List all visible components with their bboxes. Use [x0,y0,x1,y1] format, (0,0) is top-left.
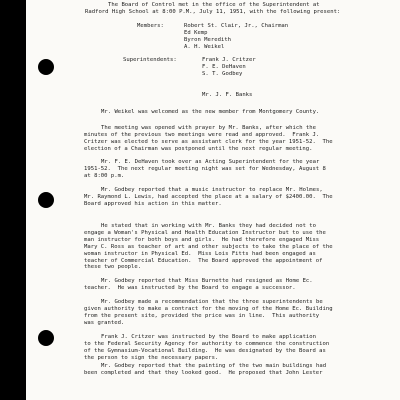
paragraph-line: Mr. F. E. DeHaven took over as Acting Superintendent for the year [101,159,320,165]
paragraph-line: election of a Chairman was postponed until the next regular meeting. [84,145,313,152]
paragraph-line: He stated that in working with Mr. Banks they had decided not to [101,223,317,229]
paragraph-line: Mr. Raymond L. Lewis, had accepted the place at a salary of $2400.00. The [84,193,333,200]
paragraph-line: Mr. Weikel was welcomed as the new member from Montgomery County. [101,109,320,115]
member-name: Robert St. Clair, Jr., Chairman [184,23,289,29]
paragraph-line: teacher of Commercial Education. The Board approved the appointment of [84,257,323,264]
paragraph-line: minutes of the previous two meetings were read and approved. Frank J. [84,131,320,138]
paragraph-line: 1951-52. The next regular meeting night was set for Wednesday, August 8 [84,165,326,172]
paragraph-line: given authority to make a contract for the moving of the Home Ec. Building [84,305,333,312]
attendee-name: Mr. J. F. Banks [202,92,253,98]
paragraph-line: Mr. Godbey reported that a music instructor to replace Mr. Holmes, [101,187,323,193]
paragraph-line: was granted. [84,319,125,326]
paragraph-line: The meeting was opened with prayer by Mr. Banks, after which the [101,125,317,131]
superintendent-name: S. T. Godbey [202,71,243,77]
paragraph-line: Mr. Godbey reported that Miss Burnette had resigned as Home Ec. [101,278,313,284]
member-name: Ed Kemp [184,30,208,36]
binder-hole [38,192,54,208]
header-line: Radford High School at 8:00 P.M., July 11, 1951, with the following present: [85,9,341,15]
paragraph-line: man instructor for both boys and girls. He had therefore engaged Miss [84,236,320,243]
superintendent-name: Frank J. Critzer [202,57,256,63]
member-name: A. H. Weikel [184,44,225,50]
paragraph-line: teacher. He was instructed by the Board to engage a successor. [84,284,296,291]
paragraph-line: at 8:00 p.m. [84,172,125,179]
paragraph-line: Critzer was elected to serve as assistant clerk for the year 1951-52. The [84,138,333,145]
superintendents-label: Superintendents: [123,57,177,63]
paragraph-line: Mr. Godbey made a recommendation that the three superintendents be [101,299,323,305]
paragraph-line: been completed and that they looked good. He proposed that John Lester [84,369,323,376]
paragraph-line: Mary C. Ross as teacher of art and other subjects to take the place of the [84,243,333,250]
binder-hole [38,330,54,346]
superintendent-name: F. E. DeHaven [202,64,246,70]
members-label: Members: [137,23,164,29]
paragraph-line: to the Federal Security Agency for authority to commence the construction [84,340,330,347]
member-name: Byron Meredith [184,37,232,43]
paragraph-line: these two people. [84,264,142,271]
paragraph-line: of the Gymnasium-Vocational Building. He was designated by the Board as [84,347,326,354]
binder-hole [38,59,54,75]
header-line: The Board of Control met in the office of the Superintendent at [108,2,320,8]
paragraph-line: Mr. Godbey reported that the painting of the two main buildings had [101,363,327,369]
paragraph-line: woman instructor in Physical Ed. Miss Lois Fitts had been engaged as [84,250,316,257]
paragraph-line: Frank J. Critzer was instructed by the Board to make application [101,334,317,340]
paragraph-line: from the present site, provided the price was in line. This authority [84,312,320,319]
paragraph-line: the person to sign the necessary papers. [84,354,219,361]
paragraph-line: Board approved his action in this matter. [84,200,222,207]
paragraph-line: engage a Woman's Physical and Health Education Instructor but to use the [84,229,326,236]
